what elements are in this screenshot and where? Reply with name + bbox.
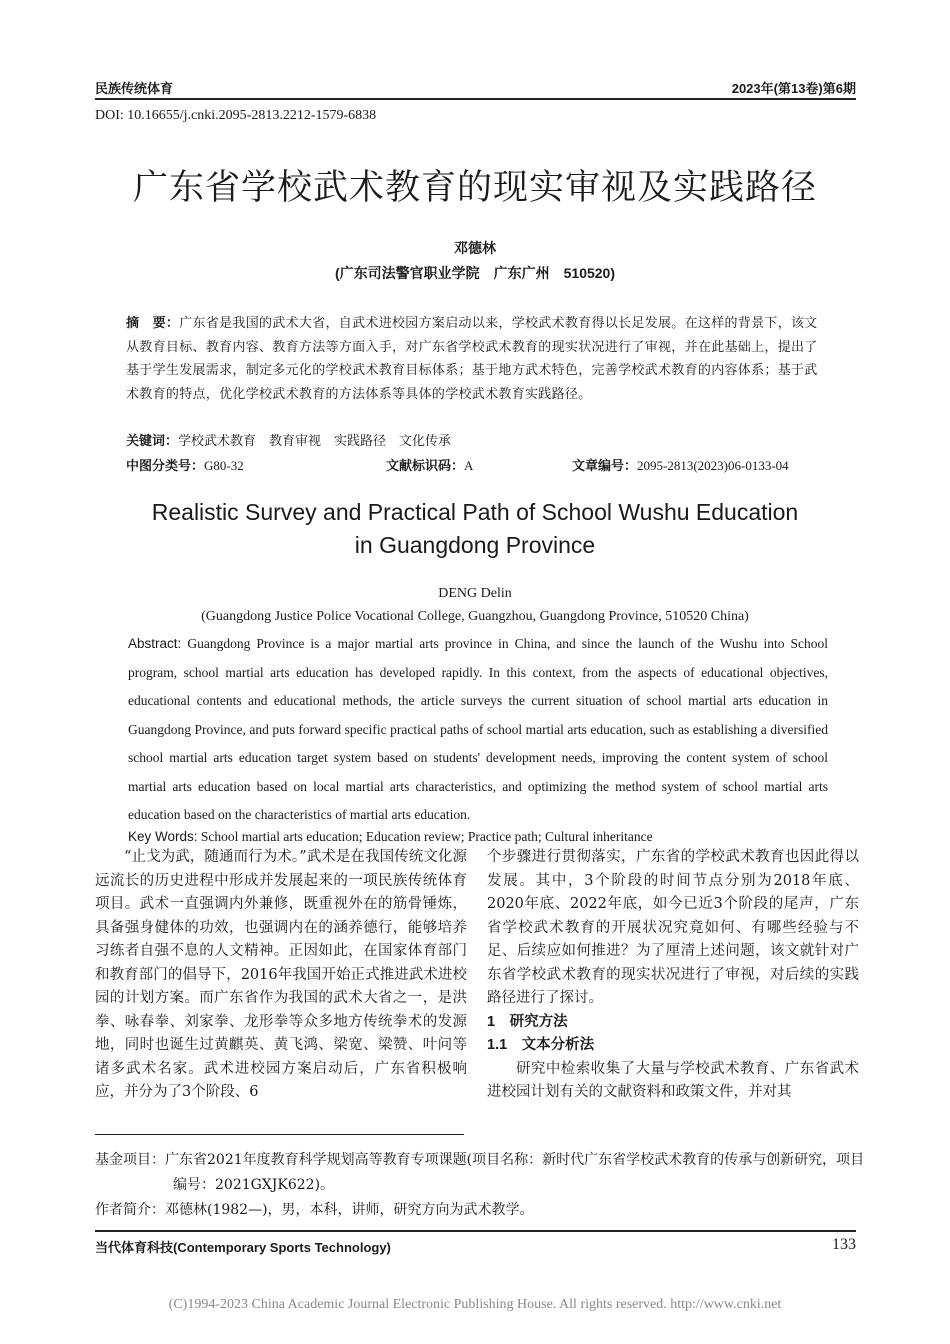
abstract-en — [128, 630, 828, 830]
body-paragraph: 个步骤进行贯彻落实，广东省的学校武术教育也因此得以发展。其中，3个阶段的时间节点分别为2018年底、2020年底、2022年底，如今已近3个阶段的尾声，广东省学校武术教育的开展状况究竟如何、有哪些经验与不足、后续应如何推进？为了厘清上述问题，该文就针对广东省学校武术教育的现实状况进行了审视，对后续的实践路径进行了探讨。 — [487, 849, 859, 1006]
article-label: 文章编号： — [572, 458, 638, 473]
clc-value: G80-32 — [204, 458, 244, 473]
footer-journal: 当代体育科技(Contemporary Sports Technology) — [95, 1240, 391, 1255]
english-title-line-1: Realistic Survey and Practical Path of School Wushu Education — [151, 499, 799, 525]
english-title — [0, 496, 950, 562]
article-code — [572, 455, 789, 474]
footnote-rule — [95, 1134, 464, 1135]
author-zh: 邓德林 — [454, 240, 496, 256]
keywords-en-label: Key Words: — [128, 829, 198, 844]
affiliation-zh: (广东司法警官职业学院 广东广州 510520) — [334, 265, 616, 281]
page-number: 133 — [832, 1236, 856, 1253]
running-header-issue: 2023年(第13卷)第6期 — [731, 81, 856, 96]
abstract-zh — [126, 311, 828, 406]
header-rule — [95, 98, 856, 100]
page-title: 广东省学校武术教育的现实审视及实践路径 — [132, 168, 817, 208]
keywords-zh-text: 学校武术教育 教育审视 实践路径 文化传承 — [178, 434, 452, 449]
english-title-line-2: in Guangdong Province — [354, 532, 596, 558]
abstract-zh-text: 广东省是我国的武术大省，自武术进校园方案启动以来，学校武术教育得以长足发展。在这样的背景下，该文从教育目标、教育内容、教育方法等方面入手，对广东省学校武术教育的现实状况进行了审视，并在此基础上，提出了基于学生发展需求，制定多元化的学校武术教育目标体系；基于地方武术特色，完善学校武术教育的内容体系；基于武术教育的特点，优化学校武术教育的方法体系等具体的学校武术教育实践路径。 — [126, 316, 818, 402]
footer-rule — [95, 1230, 856, 1232]
fund-text: 基金项目：广东省2021年度教育科学规划高等教育专项课题(项目名称：新时代广东省学校武术教育的传承与创新研究，项目编号：2021GXJK622)。 — [95, 1152, 865, 1193]
keywords-zh — [126, 430, 451, 449]
running-header-journal: 民族传统体育 — [95, 81, 174, 96]
keywords-en-text: School martial arts education; Education review; Practice path; Cultural inheritance — [197, 829, 653, 844]
clc-label: 中图分类号： — [126, 458, 205, 473]
body-paragraph: 研究中检索收集了大量与学校武术教育、广东省武术进校园计划有关的文献资料和政策文件，并对其 — [487, 1060, 859, 1100]
keywords-en — [128, 829, 653, 845]
doc-code — [386, 455, 473, 474]
doi: DOI: 10.16655/j.cnki.2095-2813.2212-1579-6838 — [95, 108, 377, 123]
article-value: 2095-2813(2023)06-0133-04 — [637, 458, 789, 473]
affiliation-en: (Guangdong Justice Police Vocational College, Guangzhou, Guangdong Province, 510520 China) — [201, 609, 749, 624]
doc-value: A — [464, 458, 474, 473]
section-heading: 1 研究方法 — [487, 1013, 568, 1030]
abstract-en-label: Abstract: — [128, 636, 182, 651]
footnote-fund — [95, 1148, 865, 1198]
body-left-column — [95, 846, 467, 1105]
subsection-heading: 1.1 文本分析法 — [487, 1037, 595, 1053]
body-right-column — [487, 846, 859, 1105]
body-paragraph: “止戈为武，随通而行为术。”武术是在我国传统文化源远流长的历史进程中形成并发展起来的一项民族传统体育项目。武术一直强调内外兼修，既重视外在的筋骨锤炼，具备强身健体的功效，也强调内在的涵养德行，能够培养习练者自强不息的人文精神。正因如此，在国家体育部门和教育部门的倡导下，2016年我国开始正式推进武术进校园的计划方案。而广东省作为我国的武术大省之一，是洪拳、咏春拳、刘家拳、龙形拳等众多地方传统拳术的发源地，同时也诞生过黄麒英、黄飞鸿、梁宽、梁赞、叶问等诸多武术名家。武术进校园方案启动后，广东省积极响应，并分为了3个阶段、6 — [95, 849, 467, 1100]
clc-code — [126, 455, 244, 474]
author-en: DENG Delin — [438, 586, 512, 601]
doc-label: 文献标识码： — [386, 458, 465, 473]
footnote-author: 作者简介：邓德林(1982—)，男，本科，讲师，研究方向为武术教学。 — [95, 1202, 534, 1218]
copyright-notice: (C)1994-2023 China Academic Journal Electronic Publishing House. All rights reserved. http://www.cnki.net — [168, 1297, 782, 1312]
keywords-zh-label: 关键词： — [126, 433, 179, 448]
abstract-zh-label: 摘 要： — [126, 315, 180, 330]
abstract-en-text: Guangdong Province is a major martial arts province in China, and since the launch of the Wushu into School program, school martial arts education has developed rapidly. In this context, from the aspects of educational objectives, educational contents and educational methods, the article surveys the current situation of school martial arts education in Guangdong Province, and puts forward specific practical paths of school martial arts education, such as establishing a diversified school martial arts education target system based on students' development needs, improving the content system of school martial arts education based on local martial arts characteristics, and optimizing the method system of school martial arts education based on the characteristics of martial arts education. — [128, 636, 828, 822]
